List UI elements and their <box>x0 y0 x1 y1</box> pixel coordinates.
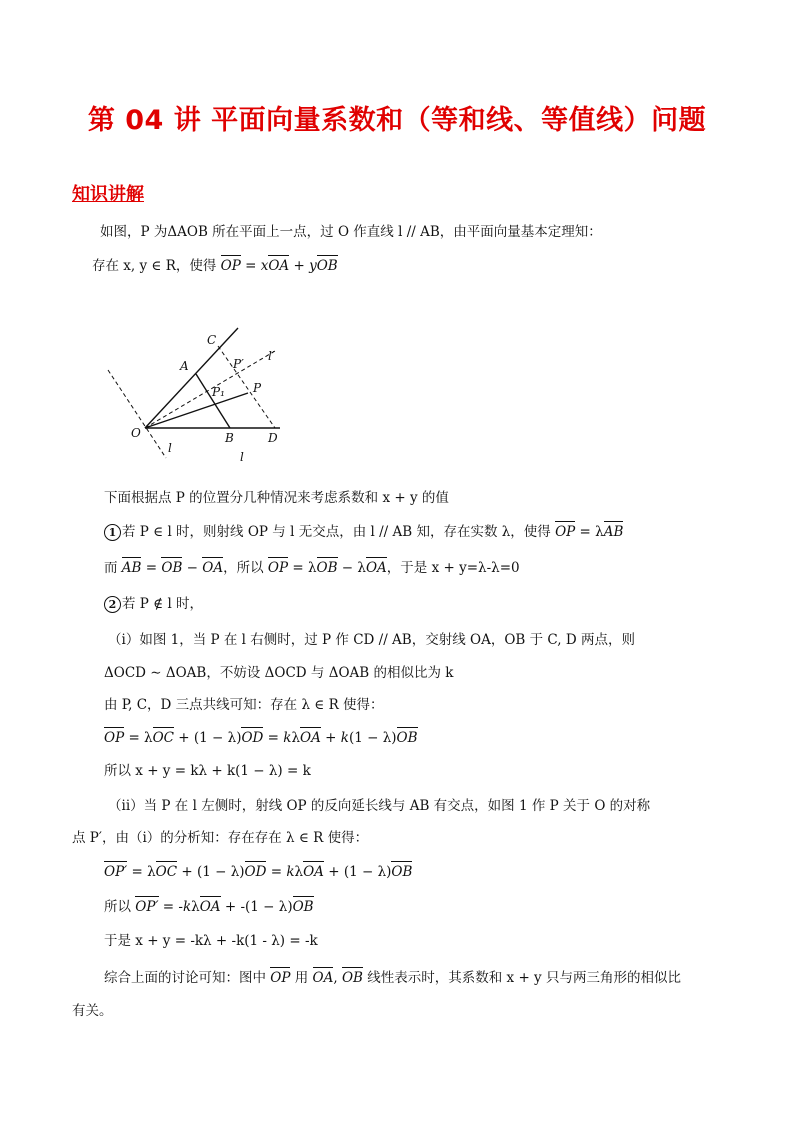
text-line-17: 综合上面的讨论可知：图中 OP 用 OA, OB 线性表示时，其系数和 x + y 只与两三角形的相似比 <box>104 970 681 986</box>
text-line-12: （ii）当 P 在 l 左侧时，射线 OP 的反向延长线与 AB 有交点，如图 1 作 P 关于 O 的对称 <box>108 798 651 814</box>
text-line-9: 由 P, C，D 三点共线可知：存在 λ ∈ R 使得： <box>104 697 384 713</box>
label-C: C <box>207 333 217 347</box>
text-line-11: 所以 x + y = kλ + k(1 − λ) = k <box>104 763 311 779</box>
text-line-15: 所以 OP′ = -kλOA + -(1 − λ)OB <box>104 899 314 915</box>
page-title: 第 04 讲 平面向量系数和（等和线、等值线）问题 <box>87 105 707 136</box>
text-line-13: 点 P′，由（i）的分析知：存在存在 λ ∈ R 使得： <box>72 830 369 846</box>
label-D: D <box>268 431 278 445</box>
label-A: A <box>180 359 189 373</box>
label-l: l <box>168 441 172 455</box>
text-line-1: 如图，P 为ΔAOB 所在平面上一点，过 O 作直线 l // AB，由平面向量基本定理知： <box>100 224 602 240</box>
text-line-18: 有关。 <box>72 1003 113 1019</box>
label-P: P <box>253 381 262 395</box>
text-line-10: OP = λOC + (1 − λ)OD = kλOA + k(1 − λ)OB <box>104 730 418 746</box>
label-P1: P₁ <box>212 385 225 399</box>
text-line-4: 1 若 P ∈ l 时，则射线 OP 与 l 无交点，由 l // AB 知，存在实数 λ，使得 OP = λAB <box>104 524 623 541</box>
geometry-figure <box>100 318 300 468</box>
text-line-16: 于是 x + y = -kλ + -k(1 - λ) = -k <box>104 933 318 949</box>
text-line-3: 下面根据点 P 的位置分几种情况来考虑系数和 x + y 的值 <box>104 490 449 506</box>
ray-oc <box>145 328 238 428</box>
text-line-5: 而 AB = OB − OA，所以 OP = λOB − λOA，于是 x + y=λ-λ=0 <box>104 560 520 576</box>
circled-number-1: 1 <box>104 524 121 541</box>
text-line-7: （i）如图 1，当 P 在 l 右侧时，过 P 作 CD // AB，交射线 OA，OB 于 C, D 两点，则 <box>108 632 635 648</box>
label-P-prime: P′ <box>233 357 244 371</box>
label-l-2: l <box>240 450 244 464</box>
circled-number-2: 2 <box>104 596 121 613</box>
label-B: B <box>225 431 234 445</box>
label-O: O <box>131 426 141 440</box>
text-line-2: 存在 x, y ∈ R，使得 OP = xOA + yOB <box>92 258 338 274</box>
text-line-6: 2 若 P ∉ l 时， <box>104 596 203 613</box>
text-line-8: ΔOCD ∼ ΔOAB，不妨设 ΔOCD 与 ΔOAB 的相似比为 k <box>104 665 454 681</box>
segment-cd <box>218 346 275 428</box>
text-line-14: OP′ = λOC + (1 − λ)OD = kλOA + (1 − λ)OB <box>104 864 413 880</box>
label-l-prime: l′ <box>268 349 275 363</box>
section-heading: 知识讲解 <box>72 184 144 205</box>
